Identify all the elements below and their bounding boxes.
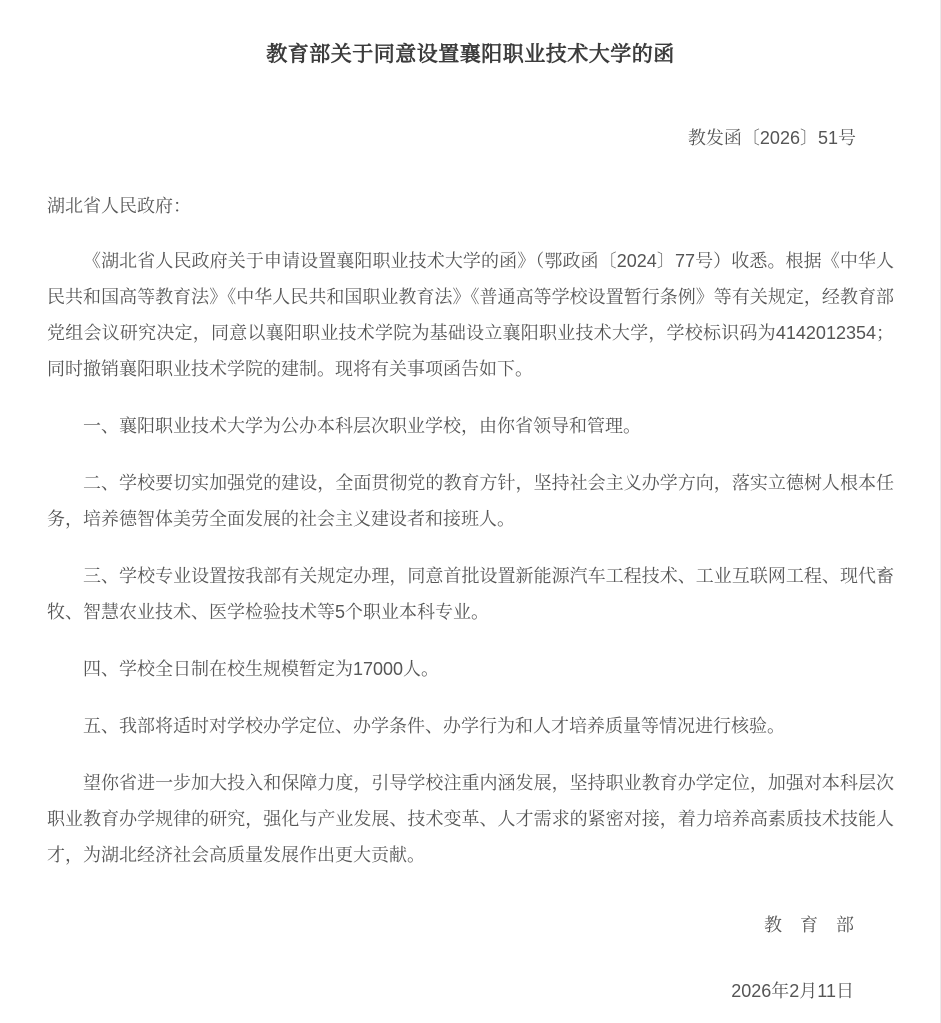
document-body xyxy=(47,243,894,873)
document-title: 教育部关于同意设置襄阳职业技术大学的函 xyxy=(266,43,675,66)
salutation: 湖北省人民政府： xyxy=(47,196,191,216)
document-number: 教发函〔2026〕51号 xyxy=(687,128,856,148)
body-paragraph-item-1: 一、襄阳职业技术大学为公办本科层次职业学校，由你省领导和管理。 xyxy=(83,416,641,436)
body-paragraph-item-5: 五、我部将适时对学校办学定位、办学条件、办学行为和人才培养质量等情况进行核验。 xyxy=(83,716,785,736)
body-paragraph-item-4: 四、学校全日制在校生规模暂定为17000人。 xyxy=(83,659,440,679)
issuer-signature: 教 育 部 xyxy=(764,915,854,935)
body-paragraph-intro: 《湖北省人民政府关于申请设置襄阳职业技术大学的函》（鄂政函〔2024〕77号）收悉。根据《中华人民共和国高等教育法》《中华人民共和国职业教育法》《普通高等学校设置暂行条例》等有关规定，经教育部党组会议研究决定，同意以襄阳职业技术学院为基础设立襄阳职业技术大学，学校标识码为4142012354；同时撤销襄阳职业技术学院的建制。现将有关事项函告如下。 xyxy=(47,251,894,379)
body-paragraph-closing: 望你省进一步加大投入和保障力度，引导学校注重内涵发展，坚持职业教育办学定位，加强对本科层次职业教育办学规律的研究，强化与产业发展、技术变革、人才需求的紧密对接，着力培养高素质技术技能人才，为湖北经济社会高质量发展作出更大贡献。 xyxy=(47,773,894,865)
document-date: 2026年2月11日 xyxy=(731,981,854,1001)
body-paragraph-item-3: 三、学校专业设置按我部有关规定办理，同意首批设置新能源汽车工程技术、工业互联网工程、现代畜牧、智慧农业技术、医学检验技术等5个职业本科专业。 xyxy=(47,566,894,622)
body-paragraph-item-2: 二、学校要切实加强党的建设，全面贯彻党的教育方针，坚持社会主义办学方向，落实立德树人根本任务，培养德智体美劳全面发展的社会主义建设者和接班人。 xyxy=(47,473,894,529)
